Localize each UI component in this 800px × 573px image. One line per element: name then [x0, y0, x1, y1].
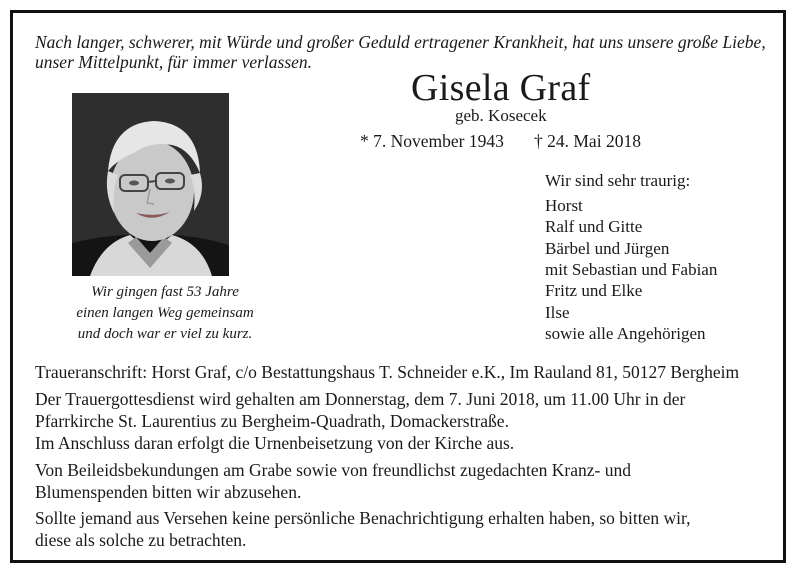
mourner-name: mit Sebastian und Fabian [545, 260, 718, 279]
condolences-line-2: Blumenspenden bitten wir abzusehen. [35, 482, 302, 502]
service-line-3: Im Anschluss daran erfolgt die Urnenbeisetzung von der Kirche aus. [35, 433, 515, 453]
mourner-name: Ralf und Gitte [545, 217, 643, 236]
portrait-photo [72, 93, 229, 276]
mourner-name: Fritz und Elke [545, 281, 643, 300]
birth-date: * 7. November 1943 [360, 131, 504, 151]
mourner-name: Ilse [545, 303, 570, 322]
photo-caption-line-3: und doch war er viel zu kurz. [77, 326, 253, 342]
deceased-name: Gisela Graf [411, 67, 591, 109]
photo-caption-line-1: Wir gingen fast 53 Jahre [91, 284, 239, 300]
intro-line-1: Nach langer, schwerer, mit Würde und großer Geduld ertragener Krankheit, hat uns unsere große Liebe, [35, 32, 766, 52]
intro-line-2: unser Mittelpunkt, für immer verlassen. [35, 52, 313, 72]
maiden-name: geb. Kosecek [455, 106, 547, 125]
notice-line-2: diese als solche zu betrachten. [35, 530, 247, 550]
mourners-heading: Wir sind sehr traurig: [545, 171, 691, 190]
service-line-2: Pfarrkirche St. Laurentius zu Bergheim-Quadrath, Domackerstraße. [35, 411, 509, 431]
death-date: † 24. Mai 2018 [534, 131, 641, 151]
service-line-1: Der Trauergottesdienst wird gehalten am Donnerstag, dem 7. Juni 2018, um 11.00 Uhr in der [35, 389, 686, 409]
mourner-name: Bärbel und Jürgen [545, 239, 670, 258]
notice-line-1: Sollte jemand aus Versehen keine persönliche Benachrichtigung erhalten haben, so bitten wir, [35, 508, 691, 528]
mourner-name: Horst [545, 196, 583, 215]
condolences-line-1: Von Beileidsbekundungen am Grabe sowie von freundlichst zugedachten Kranz- und [35, 460, 631, 480]
mourner-name: sowie alle Angehörigen [545, 324, 706, 343]
portrait-illustration [72, 93, 229, 276]
mourning-address: Traueranschrift: Horst Graf, c/o Bestattungshaus T. Schneider e.K., Im Rauland 81, 50127 Bergheim [35, 362, 740, 382]
photo-caption-line-2: einen langen Weg gemeinsam [76, 305, 254, 321]
